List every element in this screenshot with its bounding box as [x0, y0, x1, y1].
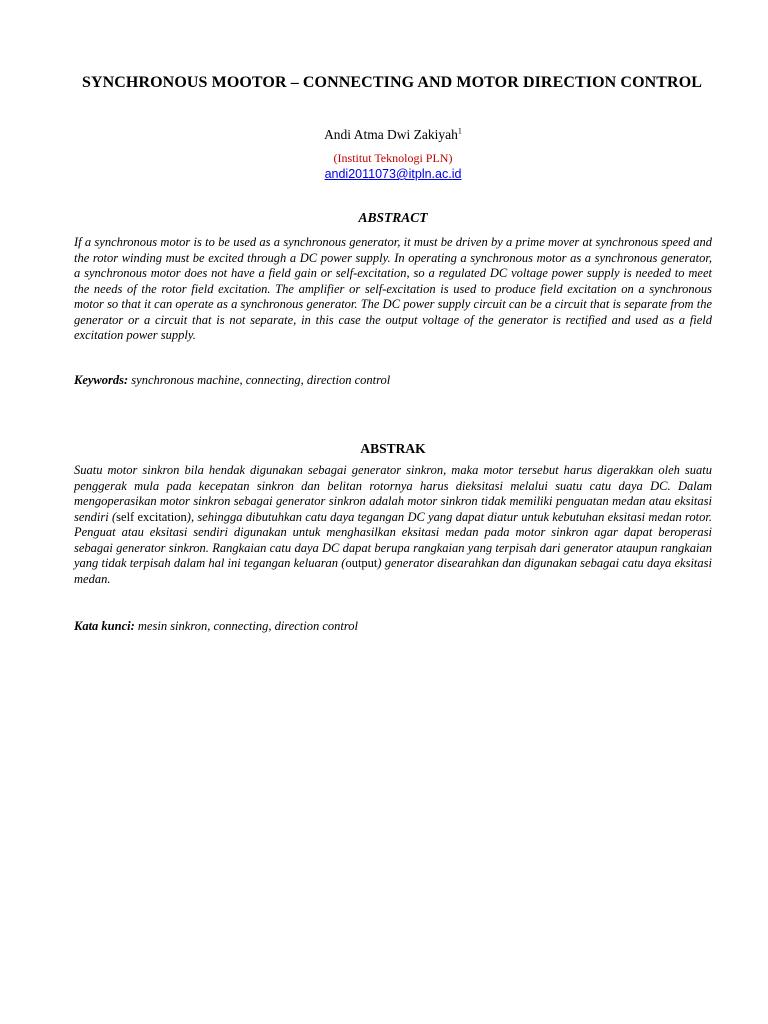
author-affiliation-marker: 1: [457, 126, 462, 136]
author-name: Andi Atma Dwi Zakiyah: [324, 127, 458, 142]
abstrak-text-part2: ), sehingga dibutuhkan catu daya tegangan DC yang dapat diatur untuk kebutuhan eksitasi medan rotor. Penguat atau eksitasi sendiri digunakan untuk menghasilkan eksitasi medan pada motor sinkron agar dapat beroperasi sebagai generator sinkron. Rangkaian catu daya DC dapat berupa rangkaian yang terpisah dari generator ataupun rangkaian yang tidak terpisah dalam hal ini tegangan keluaran (: [74, 509, 713, 570]
author-affiliation: (Institut Teknologi PLN): [333, 151, 453, 165]
email-line: [0, 167, 768, 182]
abstrak-term-self-excitation: self excitation: [116, 509, 187, 524]
keywords-label: Keywords:: [74, 373, 129, 387]
author-email-link[interactable]: andi2011073@itpln.ac.id: [324, 167, 462, 181]
keywords-line: [74, 373, 712, 388]
author-line: [0, 127, 768, 143]
abstrak-text-part3: ) generator disearahkan dan digunakan sebagai catu daya eksitasi medan.: [74, 556, 712, 586]
abstract-heading: ABSTRACT: [358, 210, 428, 225]
kata-kunci-line: [74, 619, 712, 634]
kata-kunci-label: Kata kunci:: [74, 619, 135, 633]
paper-title: SYNCHRONOUS MOOTOR – CONNECTING AND MOTOR DIRECTION CONTROL: [81, 74, 703, 91]
abstrak-text-part1: Suatu motor sinkron bila hendak digunakan sebagai generator sinkron, maka motor tersebut harus digerakkan oleh suatu penggerak mula pada kecepatan sinkron dan belitan rotornya harus dieksitasi melalui suatu catu daya DC. Dalam mengoperasikan motor sinkron sebagai generator sinkron adalah motor sinkron tidak memiliki penguatan medan atau eksitasi sendiri (: [74, 463, 712, 524]
abstract-body: If a synchronous motor is to be used as a synchronous generator, it must be driven by a prime mover at synchronous speed and the rotor winding must be excited through a DC power supply. In operating a synchronous motor as a synchronous generator, a synchronous motor does not have a field gain or self-excitation, so a regulated DC voltage power supply is needed to meet the needs of the rotor field excitation. The amplifier or self-excitation is used to produce field excitation on a synchronous motor so that it can operate as a synchronous generator. The DC power supply circuit can be a circuit that is separate from the generator or a circuit that is not separate, in this case the output voltage of the generator is rectified and used as a field excitation power supply.: [74, 235, 712, 342]
abstrak-heading: ABSTRAK: [360, 441, 426, 456]
abstrak-body: [74, 463, 712, 587]
kata-kunci-list: mesin sinkron, connecting, direction control: [137, 619, 359, 633]
keywords-list: synchronous machine, connecting, direction control: [131, 373, 391, 387]
abstrak-term-output: output: [345, 556, 378, 570]
